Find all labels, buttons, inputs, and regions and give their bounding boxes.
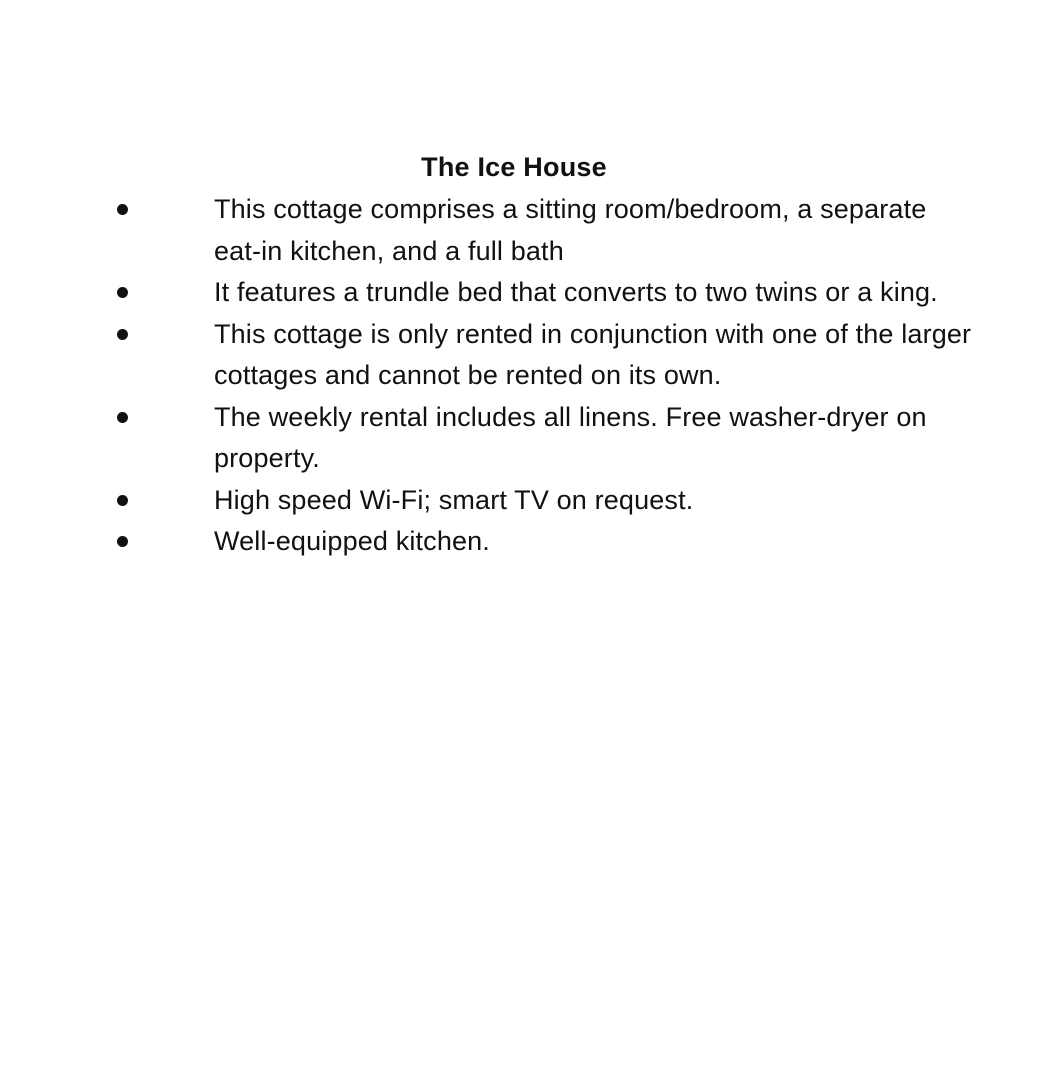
list-item [0,189,1055,272]
list-item-text: This cottage comprises a sitting room/bedroom, a separate eat-in kitchen, and a full bath [214,194,927,266]
bullet-icon [117,536,128,547]
list-item [0,397,1055,480]
bullet-icon [117,329,128,340]
list-item-text: The weekly rental includes all linens. Free washer-dryer on property. [214,401,927,473]
list-item [0,521,1055,563]
list-item-text: High speed Wi-Fi; smart TV on request. [214,484,694,515]
bullet-icon [117,495,128,506]
bullet-icon [117,287,128,298]
list-item [0,480,1055,522]
page-title: The Ice House [421,152,607,182]
list-item [0,272,1055,314]
list-item [0,314,1055,397]
bullet-icon [117,412,128,423]
list-item-text: It features a trundle bed that converts to two twins or a king. [214,277,938,307]
list-item-text: This cottage is only rented in conjunction with one of the larger cottages and cannot be rented on its own. [214,318,972,390]
bullet-icon [117,204,128,215]
list-item-text: Well-equipped kitchen. [214,526,490,556]
feature-list [0,189,1055,563]
